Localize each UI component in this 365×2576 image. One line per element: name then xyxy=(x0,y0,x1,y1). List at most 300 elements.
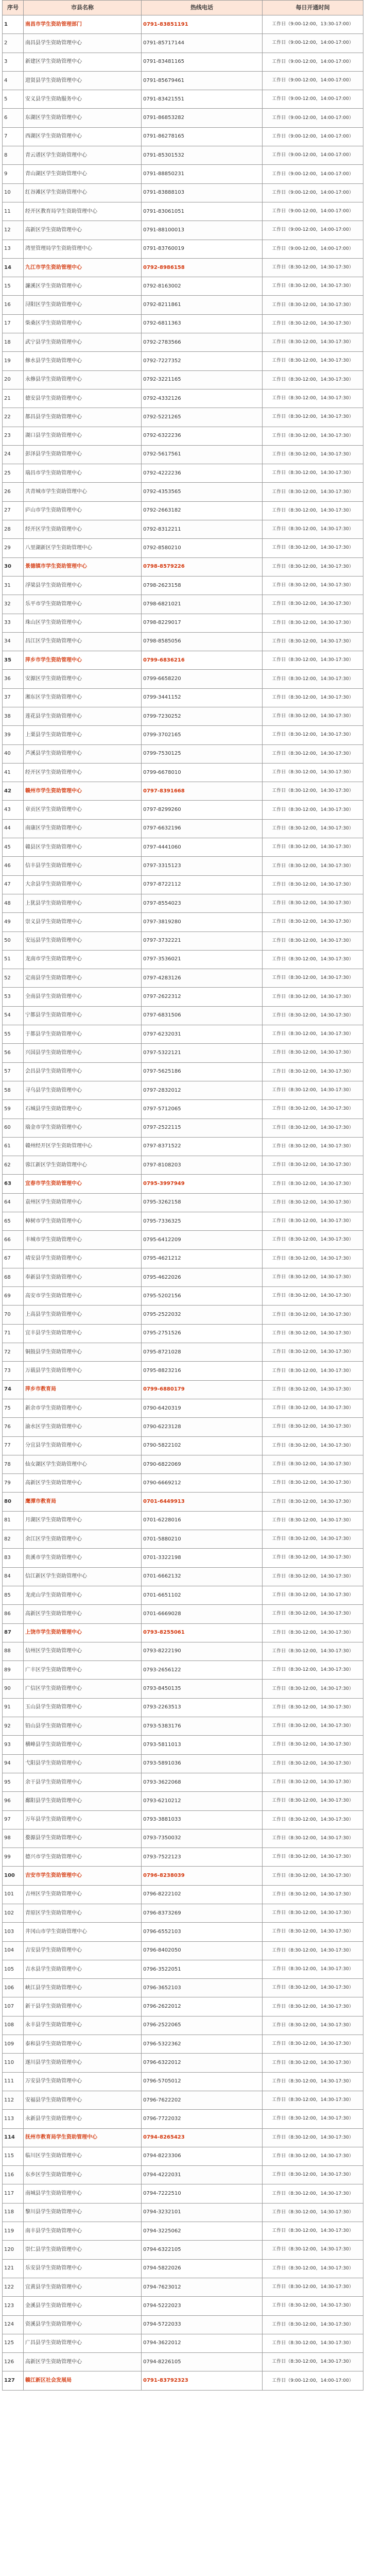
row-name: 湖口县学生资助管理中心 xyxy=(24,427,142,445)
row-seq: 88 xyxy=(3,1642,24,1660)
row-name: 瑞金市学生资助管理中心 xyxy=(24,1118,142,1137)
row-name: 横峰县学生资助管理中心 xyxy=(24,1736,142,1754)
table-row xyxy=(3,1810,363,1829)
table-row xyxy=(3,1249,363,1268)
row-hours: 工作日（8:30-12:00，14:30-17:30） xyxy=(263,1754,363,1773)
row-seq: 23 xyxy=(3,427,24,445)
row-phone: 0791-83061051 xyxy=(142,202,263,221)
row-name: 莲花县学生资助管理中心 xyxy=(24,707,142,725)
row-hours: 工作日（8:30-12:00，14:30-17:30） xyxy=(263,1661,363,1680)
row-name: 南城县学生资助管理中心 xyxy=(24,2184,142,2203)
table-row xyxy=(3,1118,363,1137)
row-name: 瑞昌市学生资助管理中心 xyxy=(24,464,142,483)
row-phone: 0797-8371522 xyxy=(142,1137,263,1156)
row-seq: 73 xyxy=(3,1362,24,1380)
row-name: 芦溪县学生资助管理中心 xyxy=(24,744,142,763)
row-phone: 0793-3881033 xyxy=(142,1810,263,1829)
table-row xyxy=(3,744,363,763)
row-hours: 工作日（8:30-12:00，14:30-17:30） xyxy=(263,1287,363,1306)
table-row xyxy=(3,2110,363,2128)
row-phone: 0794-3622012 xyxy=(142,2334,263,2352)
table-body xyxy=(3,15,363,2391)
table-row xyxy=(3,1623,363,1642)
row-seq: 31 xyxy=(3,576,24,595)
row-hours: 工作日（9:00-12:00，14:00-17:00） xyxy=(263,109,363,127)
row-phone: 0795-3997949 xyxy=(142,1175,263,1193)
row-hours: 工作日（8:30-12:00，14:30-17:30） xyxy=(263,1006,363,1025)
row-phone: 0799-3702165 xyxy=(142,726,263,744)
row-hours: 工作日（8:30-12:00，14:30-17:30） xyxy=(263,2128,363,2147)
row-hours: 工作日（8:30-12:00，14:30-17:30） xyxy=(263,464,363,483)
row-name: 东乡区学生资助管理中心 xyxy=(24,2166,142,2184)
row-phone: 0793-2263513 xyxy=(142,1698,263,1717)
table-row xyxy=(3,1736,363,1754)
row-hours: 工作日（8:30-12:00，14:30-17:30） xyxy=(263,726,363,744)
row-seq: 13 xyxy=(3,240,24,258)
row-name: 安福县学生资助管理中心 xyxy=(24,2091,142,2109)
table-row xyxy=(3,969,363,988)
table-row xyxy=(3,688,363,707)
row-hours: 工作日（8:30-12:00，14:30-17:30） xyxy=(263,2147,363,2165)
row-phone: 0793-3622068 xyxy=(142,1773,263,1791)
row-seq: 10 xyxy=(3,183,24,202)
row-hours: 工作日（8:30-12:00，14:30-17:30） xyxy=(263,1810,363,1829)
row-hours: 工作日（8:30-12:00，14:30-17:30） xyxy=(263,2241,363,2259)
row-phone: 0799-6678010 xyxy=(142,763,263,782)
table-row xyxy=(3,2203,363,2222)
row-seq: 37 xyxy=(3,688,24,707)
table-row xyxy=(3,1287,363,1306)
row-seq: 121 xyxy=(3,2259,24,2278)
row-phone: 0793-8255061 xyxy=(142,1623,263,1642)
row-hours: 工作日（8:30-12:00，14:30-17:30） xyxy=(263,931,363,950)
row-hours: 工作日（8:30-12:00，14:30-17:30） xyxy=(263,408,363,427)
table-row xyxy=(3,2334,363,2352)
row-seq: 78 xyxy=(3,1455,24,1473)
row-phone: 0797-8391668 xyxy=(142,782,263,801)
row-hours: 工作日（9:00-12:00，14:00-17:00） xyxy=(263,2371,363,2390)
row-name: 月湖区学生资助管理中心 xyxy=(24,1511,142,1530)
row-phone: 0795-3262158 xyxy=(142,1193,263,1212)
row-seq: 96 xyxy=(3,1792,24,1810)
row-hours: 工作日（8:30-12:00，14:30-17:30） xyxy=(263,314,363,333)
row-seq: 111 xyxy=(3,2072,24,2091)
row-seq: 97 xyxy=(3,1810,24,1829)
row-hours: 工作日（8:30-12:00，14:30-17:30） xyxy=(263,1175,363,1193)
row-seq: 54 xyxy=(3,1006,24,1025)
row-phone: 0793-5811013 xyxy=(142,1736,263,1754)
table-row xyxy=(3,1511,363,1530)
row-name: 西湖区学生资助管理中心 xyxy=(24,127,142,146)
row-hours: 工作日（8:30-12:00，14:30-17:30） xyxy=(263,2353,363,2371)
row-name: 会昌县学生资助管理中心 xyxy=(24,1062,142,1081)
table-row xyxy=(3,707,363,725)
row-name: 仙女湖区学生资助管理中心 xyxy=(24,1455,142,1473)
row-name: 樟树市学生资助管理中心 xyxy=(24,1212,142,1231)
row-hours: 工作日（8:30-12:00，14:30-17:30） xyxy=(263,969,363,988)
row-phone: 0793-5383176 xyxy=(142,1717,263,1736)
row-seq: 45 xyxy=(3,838,24,857)
row-phone: 0799-6658220 xyxy=(142,670,263,688)
table-row xyxy=(3,2353,363,2371)
row-seq: 118 xyxy=(3,2203,24,2222)
row-seq: 116 xyxy=(3,2166,24,2184)
row-seq: 92 xyxy=(3,1717,24,1736)
row-phone: 0791-88850231 xyxy=(142,165,263,183)
row-phone: 0797-5322121 xyxy=(142,1044,263,1062)
row-name: 修水县学生资助管理中心 xyxy=(24,352,142,370)
row-name: 浮梁县学生资助管理中心 xyxy=(24,576,142,595)
row-phone: 0797-5625186 xyxy=(142,1062,263,1081)
row-name: 德兴市学生资助管理中心 xyxy=(24,1848,142,1867)
header-name: 市县名称 xyxy=(24,1,142,15)
row-phone: 0795-7336325 xyxy=(142,1212,263,1231)
table-row xyxy=(3,782,363,801)
row-hours: 工作日（8:30-12:00，14:30-17:30） xyxy=(263,1530,363,1549)
row-phone: 0797-2522115 xyxy=(142,1118,263,1137)
row-name: 鹰潭市教育局 xyxy=(24,1493,142,1511)
row-seq: 90 xyxy=(3,1680,24,1698)
table-row xyxy=(3,1642,363,1660)
row-phone: 0794-8226105 xyxy=(142,2353,263,2371)
row-phone: 0792-2663182 xyxy=(142,501,263,520)
table-row xyxy=(3,1867,363,1885)
row-seq: 28 xyxy=(3,520,24,539)
table-row xyxy=(3,2184,363,2203)
row-hours: 工作日（8:30-12:00，14:30-17:30） xyxy=(263,1474,363,1493)
row-seq: 72 xyxy=(3,1343,24,1362)
row-seq: 34 xyxy=(3,632,24,651)
row-seq: 95 xyxy=(3,1773,24,1791)
row-name: 珠山区学生资助管理中心 xyxy=(24,614,142,632)
row-name: 经开区学生资助管理中心 xyxy=(24,763,142,782)
row-seq: 44 xyxy=(3,819,24,838)
row-seq: 46 xyxy=(3,857,24,875)
table-row xyxy=(3,2072,363,2091)
row-hours: 工作日（8:30-12:00，14:30-17:30） xyxy=(263,950,363,969)
row-hours: 工作日（8:30-12:00，14:30-17:30） xyxy=(263,1867,363,1885)
row-phone: 0797-3819280 xyxy=(142,913,263,931)
table-row xyxy=(3,15,363,34)
row-seq: 108 xyxy=(3,2016,24,2035)
table-row xyxy=(3,1493,363,1511)
row-name: 庐山市学生资助管理中心 xyxy=(24,501,142,520)
table-row xyxy=(3,1062,363,1081)
row-seq: 85 xyxy=(3,1586,24,1604)
row-phone: 0793-7350032 xyxy=(142,1829,263,1848)
row-phone: 0791-83760019 xyxy=(142,240,263,258)
row-seq: 5 xyxy=(3,90,24,109)
table-row xyxy=(3,1362,363,1380)
row-phone: 0791-83851191 xyxy=(142,15,263,34)
row-phone: 0791-83792323 xyxy=(142,2371,263,2390)
row-phone: 0794-7623012 xyxy=(142,2278,263,2296)
table-row xyxy=(3,1175,363,1193)
table-row xyxy=(3,1306,363,1324)
table-row xyxy=(3,2371,363,2390)
row-name: 红谷滩区学生资助管理中心 xyxy=(24,183,142,202)
row-name: 上高县学生资助管理中心 xyxy=(24,1306,142,1324)
row-name: 新余市学生资助管理中心 xyxy=(24,1399,142,1417)
row-hours: 工作日（8:30-12:00，14:30-17:30） xyxy=(263,632,363,651)
table-row xyxy=(3,1156,363,1175)
row-seq: 30 xyxy=(3,557,24,576)
row-phone: 0796-5705012 xyxy=(142,2072,263,2091)
table-row xyxy=(3,1455,363,1473)
row-name: 南康区学生资助管理中心 xyxy=(24,819,142,838)
row-name: 宁都县学生资助管理中心 xyxy=(24,1006,142,1025)
row-name: 鄱阳县学生资助管理中心 xyxy=(24,1792,142,1810)
row-seq: 66 xyxy=(3,1231,24,1249)
table-row xyxy=(3,1829,363,1848)
row-seq: 112 xyxy=(3,2091,24,2109)
row-hours: 工作日（8:30-12:00，14:30-17:30） xyxy=(263,1062,363,1081)
table-row xyxy=(3,2297,363,2315)
row-seq: 55 xyxy=(3,1025,24,1044)
table-row xyxy=(3,1792,363,1810)
table-row xyxy=(3,445,363,464)
row-hours: 工作日（8:30-12:00，14:30-17:30） xyxy=(263,539,363,557)
row-hours: 工作日（8:30-12:00，14:30-17:30） xyxy=(263,483,363,501)
row-phone: 0791-86278165 xyxy=(142,127,263,146)
row-name: 永新县学生资助管理中心 xyxy=(24,2110,142,2128)
row-name: 铜鼓县学生资助管理中心 xyxy=(24,1343,142,1362)
row-seq: 75 xyxy=(3,1399,24,1417)
row-name: 上犹县学生资助管理中心 xyxy=(24,894,142,912)
row-name: 高新区学生资助管理中心 xyxy=(24,2353,142,2371)
row-phone: 0701-5880210 xyxy=(142,1530,263,1549)
row-seq: 125 xyxy=(3,2334,24,2352)
row-phone: 0793-7522123 xyxy=(142,1848,263,1867)
table-row xyxy=(3,1193,363,1212)
row-hours: 工作日（8:30-12:00，14:30-17:30） xyxy=(263,1680,363,1698)
row-name: 八里湖新区学生资助管理中心 xyxy=(24,539,142,557)
row-hours: 工作日（8:30-12:00，14:30-17:30） xyxy=(263,1885,363,1904)
row-hours: 工作日（8:30-12:00，14:30-17:30） xyxy=(263,1418,363,1436)
row-seq: 39 xyxy=(3,726,24,744)
row-seq: 3 xyxy=(3,53,24,71)
row-name: 全南县学生资助管理中心 xyxy=(24,988,142,1006)
row-hours: 工作日（8:30-12:00，14:30-17:30） xyxy=(263,445,363,464)
row-name: 广信区学生资助管理中心 xyxy=(24,1680,142,1698)
row-phone: 0795-5202156 xyxy=(142,1287,263,1306)
row-seq: 47 xyxy=(3,875,24,894)
row-phone: 0793-6210212 xyxy=(142,1792,263,1810)
row-name: 南昌市学生资助管理部门 xyxy=(24,15,142,34)
table-row xyxy=(3,277,363,296)
row-phone: 0793-2656122 xyxy=(142,1661,263,1680)
table-row xyxy=(3,2054,363,2072)
row-seq: 58 xyxy=(3,1081,24,1099)
row-name: 广丰区学生资助管理中心 xyxy=(24,1661,142,1680)
row-phone: 0791-86853282 xyxy=(142,109,263,127)
row-seq: 14 xyxy=(3,258,24,277)
row-seq: 50 xyxy=(3,931,24,950)
table-row xyxy=(3,352,363,370)
row-phone: 0791-83888103 xyxy=(142,183,263,202)
row-hours: 工作日（8:30-12:00，14:30-17:30） xyxy=(263,1698,363,1717)
table-row xyxy=(3,71,363,90)
row-name: 临川区学生资助管理中心 xyxy=(24,2147,142,2165)
table-row xyxy=(3,109,363,127)
row-seq: 48 xyxy=(3,894,24,912)
table-row xyxy=(3,183,363,202)
row-name: 乐平市学生资助管理中心 xyxy=(24,595,142,614)
table-row xyxy=(3,875,363,894)
row-name: 袁州区学生资助管理中心 xyxy=(24,1193,142,1212)
row-hours: 工作日（9:00-12:00，14:00-17:00） xyxy=(263,53,363,71)
row-phone: 0798-8579226 xyxy=(142,557,263,576)
row-seq: 94 xyxy=(3,1754,24,1773)
row-name: 柴桑区学生资助管理中心 xyxy=(24,314,142,333)
table-row xyxy=(3,595,363,614)
table-row xyxy=(3,838,363,857)
row-name: 贵溪市学生资助管理中心 xyxy=(24,1549,142,1567)
table-row xyxy=(3,1923,363,1941)
row-seq: 4 xyxy=(3,71,24,90)
row-hours: 工作日（9:00-12:00，14:00-17:00） xyxy=(263,183,363,202)
row-hours: 工作日（8:30-12:00，14:30-17:30） xyxy=(263,1904,363,1922)
table-row xyxy=(3,2091,363,2109)
row-phone: 0795-2751526 xyxy=(142,1324,263,1343)
row-hours: 工作日（8:30-12:00，14:30-17:30） xyxy=(263,1923,363,1941)
row-name: 信丰县学生资助管理中心 xyxy=(24,857,142,875)
row-seq: 79 xyxy=(3,1474,24,1493)
row-name: 安远县学生资助管理中心 xyxy=(24,931,142,950)
row-hours: 工作日（8:30-12:00，14:30-17:30） xyxy=(263,1156,363,1175)
row-seq: 87 xyxy=(3,1623,24,1642)
row-seq: 70 xyxy=(3,1306,24,1324)
row-name: 共青城市学生资助管理中心 xyxy=(24,483,142,501)
table-row xyxy=(3,651,363,670)
row-hours: 工作日（8:30-12:00，14:30-17:30） xyxy=(263,801,363,819)
row-phone: 0792-4353565 xyxy=(142,483,263,501)
row-phone: 0792-5617561 xyxy=(142,445,263,464)
row-phone: 0792-3221165 xyxy=(142,370,263,389)
row-name: 大余县学生资助管理中心 xyxy=(24,875,142,894)
table-row xyxy=(3,1605,363,1623)
row-phone: 0796-6552103 xyxy=(142,1923,263,1941)
row-hours: 工作日（8:30-12:00，14:30-17:30） xyxy=(263,1549,363,1567)
row-hours: 工作日（8:30-12:00，14:30-17:30） xyxy=(263,1605,363,1623)
row-name: 章贡区学生资助管理中心 xyxy=(24,801,142,819)
row-name: 渝水区学生资助管理中心 xyxy=(24,1418,142,1436)
row-hours: 工作日（8:30-12:00，14:30-17:30） xyxy=(263,1025,363,1044)
row-phone: 0791-83481165 xyxy=(142,53,263,71)
row-seq: 100 xyxy=(3,1867,24,1885)
row-hours: 工作日（8:30-12:00，14:30-17:30） xyxy=(263,1829,363,1848)
row-seq: 22 xyxy=(3,408,24,427)
row-name: 万载县学生资助管理中心 xyxy=(24,1362,142,1380)
table-row xyxy=(3,1380,363,1399)
row-name: 井冈山市学生资助管理中心 xyxy=(24,1923,142,1941)
table-row xyxy=(3,501,363,520)
row-seq: 93 xyxy=(3,1736,24,1754)
row-seq: 119 xyxy=(3,2222,24,2241)
row-name: 都昌县学生资助管理中心 xyxy=(24,408,142,427)
row-name: 石城县学生资助管理中心 xyxy=(24,1100,142,1118)
row-seq: 104 xyxy=(3,1941,24,1960)
row-phone: 0797-8299260 xyxy=(142,801,263,819)
row-seq: 36 xyxy=(3,670,24,688)
table-row xyxy=(3,53,363,71)
row-seq: 19 xyxy=(3,352,24,370)
row-seq: 74 xyxy=(3,1380,24,1399)
row-name: 安义县学生资助服务中心 xyxy=(24,90,142,109)
row-hours: 工作日（8:30-12:00，14:30-17:30） xyxy=(263,427,363,445)
row-hours: 工作日（8:30-12:00，14:30-17:30） xyxy=(263,1306,363,1324)
table-row xyxy=(3,1979,363,1997)
row-phone: 0794-5222023 xyxy=(142,2297,263,2315)
table-row xyxy=(3,1754,363,1773)
table-row xyxy=(3,202,363,221)
table-row xyxy=(3,1680,363,1698)
row-seq: 33 xyxy=(3,614,24,632)
row-phone: 0796-3652103 xyxy=(142,1979,263,1997)
table-row xyxy=(3,1586,363,1604)
row-seq: 61 xyxy=(3,1137,24,1156)
row-hours: 工作日（8:30-12:00，14:30-17:30） xyxy=(263,1586,363,1604)
table-row xyxy=(3,576,363,595)
row-seq: 77 xyxy=(3,1436,24,1455)
row-name: 新建区学生资助管理中心 xyxy=(24,53,142,71)
row-hours: 工作日（8:30-12:00，14:30-17:30） xyxy=(263,2035,363,2054)
row-seq: 114 xyxy=(3,2128,24,2147)
row-name: 吉安市学生资助管理中心 xyxy=(24,1867,142,1885)
row-name: 经开区教育局学生资助管理中心 xyxy=(24,202,142,221)
row-hours: 工作日（8:30-12:00，14:30-17:30） xyxy=(263,894,363,912)
table-row xyxy=(3,1474,363,1493)
row-hours: 工作日（8:30-12:00，14:30-17:30） xyxy=(263,1997,363,2016)
row-seq: 67 xyxy=(3,1249,24,1268)
table-row xyxy=(3,427,363,445)
table-row xyxy=(3,1661,363,1680)
row-name: 靖安县学生资助管理中心 xyxy=(24,1249,142,1268)
row-phone: 0794-5822026 xyxy=(142,2259,263,2278)
row-phone: 0797-2622312 xyxy=(142,988,263,1006)
row-phone: 0797-5712065 xyxy=(142,1100,263,1118)
table-row xyxy=(3,1698,363,1717)
row-hours: 工作日（8:30-12:00，14:30-17:30） xyxy=(263,2334,363,2352)
row-hours: 工作日（8:30-12:00，14:30-17:30） xyxy=(263,688,363,707)
row-seq: 127 xyxy=(3,2371,24,2390)
row-hours: 工作日（8:30-12:00，14:30-17:30） xyxy=(263,1717,363,1736)
row-seq: 76 xyxy=(3,1418,24,1436)
row-hours: 工作日（8:30-12:00，14:30-17:30） xyxy=(263,2166,363,2184)
table-row xyxy=(3,1100,363,1118)
row-phone: 0793-5891036 xyxy=(142,1754,263,1773)
row-seq: 71 xyxy=(3,1324,24,1343)
row-name: 万年县学生资助管理中心 xyxy=(24,1810,142,1829)
row-phone: 0792-7227352 xyxy=(142,352,263,370)
row-hours: 工作日（8:30-12:00，14:30-17:30） xyxy=(263,1081,363,1099)
row-phone: 0791-85717144 xyxy=(142,34,263,53)
row-hours: 工作日（8:30-12:00，14:30-17:30） xyxy=(263,1736,363,1754)
table-row xyxy=(3,1549,363,1567)
row-seq: 122 xyxy=(3,2278,24,2296)
row-name: 婺源县学生资助管理中心 xyxy=(24,1829,142,1848)
row-hours: 工作日（8:30-12:00，14:30-17:30） xyxy=(263,1193,363,1212)
row-hours: 工作日（8:30-12:00，14:30-17:30） xyxy=(263,258,363,277)
row-name: 吉安县学生资助管理中心 xyxy=(24,1941,142,1960)
row-phone: 0798-2623158 xyxy=(142,576,263,595)
row-hours: 工作日（8:30-12:00，14:30-17:30） xyxy=(263,838,363,857)
table-row xyxy=(3,146,363,165)
table-row xyxy=(3,1567,363,1586)
row-hours: 工作日（9:00-12:00，14:00-17:00） xyxy=(263,127,363,146)
row-seq: 17 xyxy=(3,314,24,333)
table-row xyxy=(3,894,363,912)
